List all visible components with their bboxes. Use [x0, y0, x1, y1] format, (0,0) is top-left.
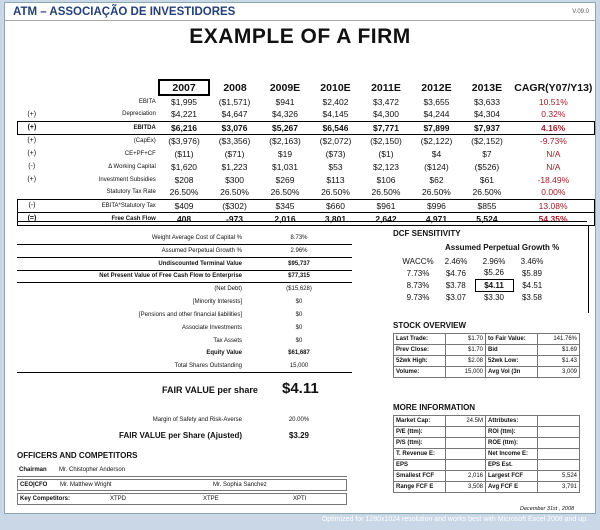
margin-row	[17, 415, 352, 427]
row-value[interactable]: ($526)	[474, 161, 500, 172]
valuation-label: Net Present Value of Free Cash Flow to Enterprise	[99, 273, 242, 279]
row-value[interactable]: ($2,163)	[269, 135, 301, 146]
row-sign: (=)	[18, 212, 46, 225]
stock-title: STOCK OVERVIEW	[393, 321, 467, 330]
row-sign: (-)	[18, 199, 46, 212]
growth-col: 2.96%	[482, 256, 506, 266]
table-row	[18, 173, 595, 186]
row-value[interactable]: $61	[479, 174, 495, 185]
row-value[interactable]: $4,300	[372, 109, 399, 120]
row-cagr[interactable]: 10.51%	[538, 96, 568, 107]
more-cell[interactable]	[538, 427, 580, 438]
more-cell: P/S (ttm):	[394, 438, 446, 449]
valuation-value[interactable]: $0	[295, 325, 303, 331]
dcf-cell[interactable]: $3.07	[445, 292, 467, 302]
row-value[interactable]: 4,971	[411, 212, 461, 225]
table-row	[18, 134, 595, 147]
row-value[interactable]: $3,472	[372, 96, 399, 107]
stock-cell: 52wk Low:	[486, 356, 538, 367]
row-sign: (-)	[28, 163, 36, 170]
competitor-3: XPTI	[293, 496, 307, 502]
footer-note: Optimized for 1280x1024 resolution and works best with Microsoft Excel 2008 and up.	[321, 516, 588, 523]
row-value[interactable]: 5,524	[462, 212, 512, 225]
valuation-label: Associate Investments	[181, 325, 242, 331]
chairman-name: Mr. Chistopher Anderson	[59, 467, 126, 473]
row-value[interactable]: $7,899	[411, 121, 461, 134]
more-row	[394, 416, 580, 427]
row-value[interactable]: $4,221	[171, 109, 198, 120]
row-value[interactable]: $106	[376, 174, 396, 185]
row-label: Investment Subsidies	[98, 176, 156, 183]
table-row	[18, 121, 595, 134]
row-value[interactable]: 26.50%	[220, 187, 249, 198]
row-value[interactable]: $53	[328, 161, 343, 172]
year-header: 2012E	[421, 81, 452, 94]
row-value[interactable]: 26.50%	[169, 187, 199, 198]
valuation-row	[17, 297, 352, 309]
more-cell[interactable]	[446, 460, 486, 471]
more-cell: ROE (ttm):	[486, 438, 538, 449]
stock-cell: Prev Close:	[394, 345, 446, 356]
wacc-value: 9.73%	[406, 292, 430, 302]
row-value[interactable]: ($1)	[378, 148, 394, 159]
sign-col-header	[18, 80, 46, 95]
more-cell: EPS	[394, 460, 446, 471]
valuation-label: Tax Assets	[213, 338, 242, 344]
financials-table	[17, 79, 595, 226]
more-cell: Smallest FCF	[394, 471, 446, 482]
valuation-value[interactable]: $77,315	[288, 273, 310, 279]
valuation-row	[17, 259, 352, 271]
stock-cell[interactable]: 3,009	[538, 367, 580, 378]
more-cell: P/E (ttm):	[394, 427, 446, 438]
row-value[interactable]: ($73)	[325, 148, 346, 159]
more-cell[interactable]: 2,016	[446, 471, 486, 482]
margin-value[interactable]: 20.00%	[288, 417, 310, 423]
more-cell: Largest FCF	[486, 471, 538, 482]
growth-col: 2.46%	[444, 256, 468, 266]
row-value[interactable]: ($2,122)	[420, 135, 453, 146]
stock-cell: 52wk High:	[394, 356, 446, 367]
row-cagr[interactable]: 54.35%	[512, 212, 594, 225]
year-header: 2010E	[320, 81, 351, 94]
valuation-value[interactable]: $0	[295, 338, 303, 344]
ceo-name: Mr. Matthew Wright	[60, 482, 112, 488]
more-cell: Net Income E:	[486, 449, 538, 460]
row-value[interactable]: $7,771	[361, 121, 411, 134]
dcf-cell[interactable]: $3.30	[483, 292, 505, 302]
dcf-table	[399, 255, 551, 303]
row-value[interactable]: $269	[275, 174, 295, 185]
org-name: ATM – ASSOCIAÇÃO DE INVESTIDORES	[13, 6, 236, 18]
row-value[interactable]: $1,995	[171, 97, 198, 107]
valuation-label: [Pensions and other financial liabilities]	[138, 312, 242, 318]
more-cell[interactable]	[446, 438, 486, 449]
row-cagr[interactable]: -18.49%	[537, 174, 570, 185]
year-header: 2007	[159, 80, 209, 95]
row-cagr[interactable]: N/A	[546, 161, 561, 172]
row-value[interactable]: $3,655	[423, 96, 450, 107]
more-cell[interactable]: 3,508	[446, 482, 486, 493]
row-value[interactable]: ($2,152)	[471, 135, 503, 146]
more-cell: Avg FCF E	[486, 482, 538, 493]
more-cell[interactable]	[538, 460, 580, 471]
divider	[17, 221, 587, 222]
year-header: 2008	[223, 81, 247, 94]
dcf-row	[399, 267, 551, 279]
row-value[interactable]: $4,145	[322, 109, 349, 120]
competitor-2: XTPE	[203, 496, 219, 502]
row-value[interactable]: $62	[429, 174, 444, 185]
row-value[interactable]: $1,031	[272, 161, 298, 172]
row-value[interactable]: ($124)	[424, 161, 449, 172]
valuation-row	[17, 323, 352, 335]
valuation-label: (Net Debt)	[214, 286, 242, 292]
valuation-label: Undiscounted Terminal Value	[158, 261, 242, 267]
wacc-value: 8.73%	[406, 280, 430, 290]
dcf-cell[interactable]: $5.26	[483, 268, 505, 278]
row-value[interactable]: 2,642	[361, 212, 411, 225]
row-value[interactable]: $7,937	[462, 121, 512, 134]
row-value[interactable]: $6,216	[159, 121, 209, 134]
more-row	[394, 438, 580, 449]
officers-title: OFFICERS AND COMPETITORS	[17, 451, 138, 460]
stock-row	[394, 356, 580, 367]
ceo-key: CEO|CFO	[20, 482, 48, 488]
dcf-cell[interactable]: $5.89	[521, 268, 543, 278]
fv-adjusted-value[interactable]: $3.29	[288, 431, 310, 440]
fair-value[interactable]: $4.11	[282, 380, 319, 397]
dcf-cell[interactable]: $4.76	[445, 268, 467, 278]
version-label: V.09.0	[572, 9, 589, 15]
row-value[interactable]: $855	[462, 199, 512, 212]
stock-cell: Avg Vol (3n	[486, 367, 538, 378]
row-sign: (+)	[18, 121, 46, 134]
row-value[interactable]: $660	[310, 199, 360, 212]
sheet-header	[5, 3, 595, 21]
more-cell: T. Revenue E:	[394, 449, 446, 460]
more-cell: Range FCF E	[394, 482, 446, 493]
row-sign: (+)	[27, 110, 37, 118]
year-header: 2011E	[371, 81, 401, 94]
dcf-cell[interactable]: $3.78	[445, 280, 466, 290]
row-label: CE+PF+CF	[124, 150, 156, 157]
row-value[interactable]: $409	[159, 199, 209, 212]
row-value[interactable]: $2,123	[372, 161, 399, 172]
row-cagr[interactable]: N/A	[546, 148, 561, 159]
stock-cell[interactable]: $2.08	[446, 356, 486, 367]
row-value[interactable]: $5,267	[260, 121, 310, 134]
row-value[interactable]: 26.50%	[371, 187, 401, 198]
row-value[interactable]: ($3,976)	[168, 135, 200, 146]
row-sign	[18, 186, 46, 199]
row-label: EBITDA	[46, 121, 159, 134]
row-value[interactable]: $941	[275, 96, 295, 107]
table-row	[18, 147, 595, 160]
row-value[interactable]: $300	[225, 174, 244, 185]
row-value[interactable]: $113	[326, 174, 345, 185]
more-cell[interactable]: 5,524	[538, 471, 580, 482]
stock-cell[interactable]: $1.69	[538, 345, 580, 356]
more-table	[393, 415, 580, 493]
stock-cell: Volume:	[394, 367, 446, 378]
row-cagr[interactable]: 4.16%	[512, 121, 594, 134]
dcf-header-row	[399, 255, 551, 267]
row-value[interactable]: $4	[431, 148, 442, 159]
dcf-title: DCF SENSITIVITY	[393, 229, 461, 238]
row-sign: (+)	[27, 150, 37, 157]
more-cell: Attributes:	[486, 416, 538, 427]
cfo-name: Mr. Sophia Sanchez	[213, 482, 267, 488]
stock-cell[interactable]: $1.70	[446, 345, 486, 356]
more-row	[394, 482, 580, 493]
row-value[interactable]: $7	[482, 148, 492, 159]
row-label: Δ Working Capital	[108, 163, 156, 170]
row-value[interactable]: $996	[411, 199, 461, 212]
wacc-label: WACC%	[402, 256, 434, 266]
row-value[interactable]: $4,326	[272, 109, 298, 120]
valuation-label: Weight Average Cost of Capital %	[151, 235, 242, 241]
dcf-row	[399, 291, 551, 303]
table-row	[18, 108, 595, 121]
valuation-value[interactable]: $0	[295, 312, 303, 318]
row-label: Depreciation	[122, 111, 156, 118]
year-header: 2013E	[471, 81, 503, 94]
more-cell: EPS Est.	[486, 460, 538, 471]
row-sign: (+)	[27, 176, 37, 183]
valuation-row	[17, 336, 352, 348]
row-label: EBITA*Statutory Tax	[46, 199, 159, 212]
row-value[interactable]: $1,620	[171, 161, 198, 172]
workbook-sheet	[4, 2, 596, 514]
table-row	[18, 95, 595, 108]
stock-row	[394, 367, 580, 378]
row-cagr[interactable]: 0.00%	[541, 187, 566, 198]
valuation-row	[17, 348, 352, 360]
row-value[interactable]: ($3,356)	[218, 135, 251, 146]
row-value[interactable]: 408	[159, 212, 209, 225]
wacc-value: 7.73%	[406, 268, 430, 278]
more-cell[interactable]: 3,791	[538, 482, 580, 493]
stock-cell[interactable]: $1.70	[446, 334, 486, 345]
dcf-cell[interactable]: $4.51	[522, 280, 543, 290]
row-value[interactable]: 3,801	[310, 212, 360, 225]
valuation-value[interactable]: 15,000	[289, 363, 309, 369]
row-value[interactable]: 26.50%	[270, 187, 300, 198]
row-label: Free Cash Flow	[46, 212, 159, 225]
stock-cell[interactable]: $1.43	[538, 356, 580, 367]
row-value[interactable]: $4,304	[473, 109, 500, 120]
row-cagr[interactable]: -9.73%	[539, 135, 567, 146]
dcf-row	[399, 279, 551, 291]
row-value[interactable]: 2,016	[260, 212, 310, 225]
row-label: (CapEx)	[133, 137, 156, 144]
table-row	[18, 186, 595, 199]
stock-cell[interactable]: 15,000	[446, 367, 486, 378]
row-value[interactable]: $4,244	[423, 109, 450, 120]
row-value[interactable]: ($11)	[174, 148, 194, 159]
stock-cell: to Fair Value:	[486, 334, 538, 345]
row-value[interactable]: $208	[174, 174, 194, 185]
row-value[interactable]: -973	[209, 212, 259, 225]
stock-table	[393, 333, 580, 378]
date-label: December 31st , 2008	[520, 506, 575, 512]
valuation-value[interactable]: 2.96%	[290, 248, 308, 254]
stock-cell[interactable]: 141.76%	[538, 334, 580, 345]
more-cell: Market Cap:	[394, 416, 446, 427]
row-value[interactable]: $345	[260, 199, 310, 212]
row-label: EBITA	[138, 98, 156, 105]
more-cell[interactable]	[446, 427, 486, 438]
table-row	[18, 160, 595, 173]
valuation-row	[17, 284, 352, 296]
more-cell[interactable]	[538, 438, 580, 449]
officers-table	[17, 465, 347, 507]
valuation-row	[17, 271, 352, 283]
more-cell[interactable]: 24.5M	[446, 416, 486, 427]
row-value[interactable]: $3,076	[209, 121, 259, 134]
row-cagr[interactable]: 0.32%	[541, 109, 566, 120]
row-value[interactable]: $19	[277, 148, 293, 159]
dcf-cell[interactable]: $3.58	[521, 292, 543, 302]
row-value[interactable]: $2,402	[322, 96, 349, 107]
stock-cell: Last Trade:	[394, 334, 446, 345]
stock-row	[394, 334, 580, 345]
stock-row	[394, 345, 580, 356]
valuation-row	[17, 246, 352, 258]
row-value[interactable]: 26.50%	[472, 187, 502, 198]
row-value[interactable]: 26.50%	[321, 187, 350, 198]
valuation-label: Equity Value	[206, 350, 242, 356]
valuation-value[interactable]: $95,737	[288, 261, 310, 267]
more-cell: ROI (ttm):	[486, 427, 538, 438]
fv-adjusted-label: FAIR VALUE per Share (Ajusted)	[119, 431, 242, 440]
row-cagr[interactable]: 13.08%	[512, 199, 594, 212]
more-row	[394, 471, 580, 482]
row-value[interactable]: ($302)	[209, 199, 259, 212]
year-header-row	[18, 80, 595, 95]
valuation-value[interactable]: $61,687	[288, 350, 310, 356]
valuation-value[interactable]: 8.73%	[290, 235, 308, 241]
year-header: 2009E	[269, 81, 301, 94]
valuation-value[interactable]: ($15,628)	[286, 286, 312, 292]
competitors-key: Key Competitors:	[20, 496, 71, 502]
row-value[interactable]: $1,223	[221, 161, 248, 172]
row-value[interactable]: ($1,571)	[218, 96, 251, 107]
row-value[interactable]: $6,546	[310, 121, 360, 134]
row-value[interactable]: 26.50%	[422, 187, 451, 198]
row-value[interactable]: $961	[361, 199, 411, 212]
valuation-row	[17, 233, 352, 245]
more-row	[394, 460, 580, 471]
more-row	[394, 427, 580, 438]
row-value[interactable]: $3,633	[473, 96, 500, 107]
dcf-growth-label: Assumed Perpetual Growth %	[445, 243, 560, 252]
fv-adjusted-row	[17, 429, 352, 443]
valuation-row	[17, 310, 352, 322]
row-label: Statutory Tax Rate	[106, 189, 156, 196]
dcf-cell[interactable]: $4.11	[475, 279, 513, 291]
page-title: EXAMPLE OF A FIRM	[189, 25, 411, 48]
cagr-header: CAGR(Y07/Y13)	[514, 81, 593, 94]
more-cell[interactable]	[538, 449, 580, 460]
valuation-row	[17, 361, 352, 373]
valuation-label: Total Shares Outstanding	[174, 363, 242, 369]
row-value[interactable]: ($71)	[224, 148, 245, 159]
competitor-1: XTPD	[110, 496, 127, 502]
row-sign: (+)	[27, 137, 37, 145]
valuation-label: Assumed Perpetual Growth %	[161, 248, 242, 254]
more-cell[interactable]	[446, 449, 486, 460]
row-sign	[18, 95, 46, 108]
label-col-header	[46, 80, 159, 95]
more-title: MORE INFORMATION	[393, 403, 476, 412]
fair-value-row	[17, 377, 352, 403]
row-value[interactable]: ($2,072)	[319, 135, 352, 146]
valuation-value[interactable]: $0	[295, 299, 303, 305]
chairman-key: Chairman	[19, 467, 47, 473]
more-cell[interactable]	[538, 416, 580, 427]
row-value[interactable]: $4,647	[221, 109, 248, 120]
row-value[interactable]: ($2,150)	[370, 135, 402, 146]
valuation-label: [Minority Interests]	[192, 299, 242, 305]
more-row	[394, 449, 580, 460]
growth-col: 3.46%	[520, 256, 544, 266]
margin-label: Margin of Safety and Risk-Averse	[152, 417, 242, 423]
stock-cell: Bid	[486, 345, 538, 356]
table-row	[18, 199, 595, 212]
table-row	[18, 212, 595, 225]
fair-value-label: FAIR VALUE per share	[162, 385, 258, 395]
